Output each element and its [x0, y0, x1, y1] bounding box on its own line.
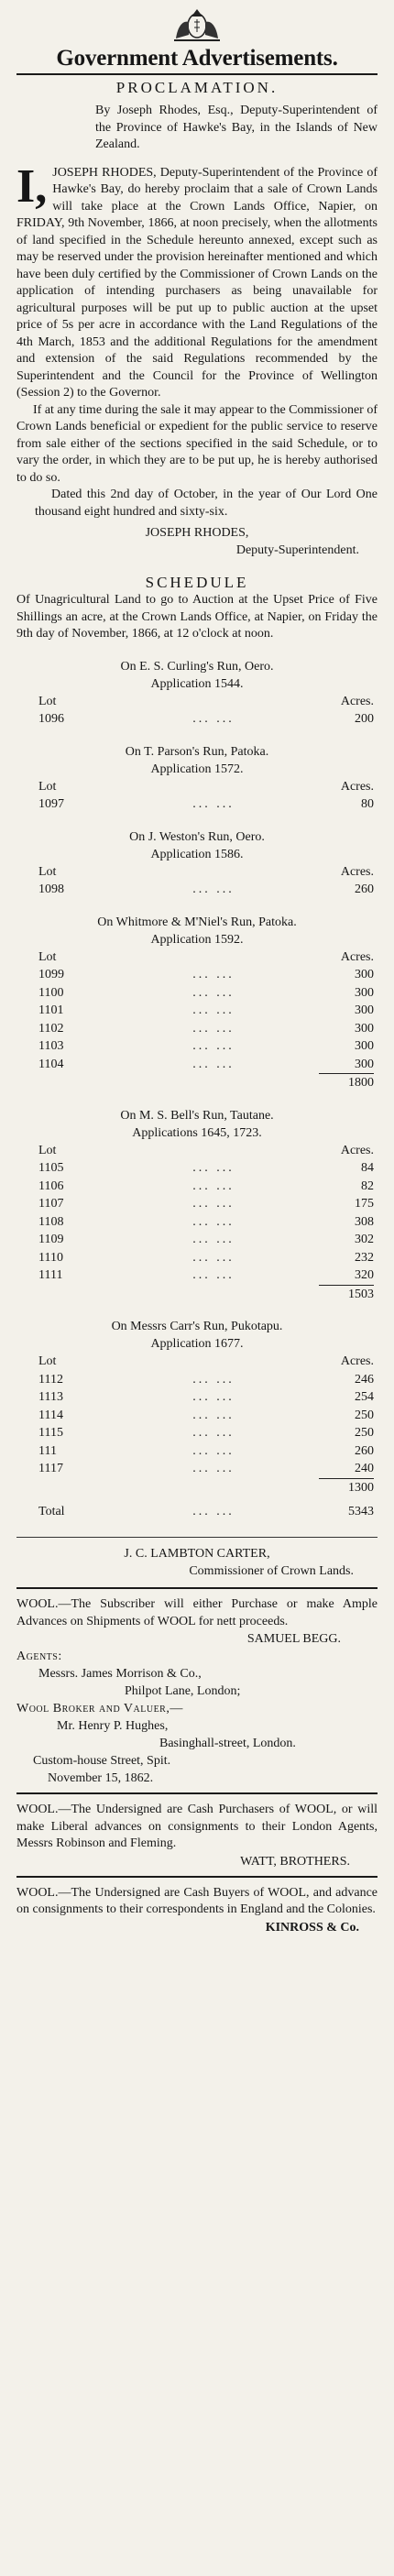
leader-dots: ... ... [192, 882, 235, 896]
lot-label: Lot [38, 779, 57, 794]
lot-header-row [16, 863, 378, 882]
lot-number: 1098 [38, 882, 64, 896]
run-application: Application 1592. [150, 932, 244, 947]
section-header: Government Advertisements. [56, 46, 338, 71]
leader-dots: ... ... [192, 1372, 235, 1387]
leader-dots: ... ... [192, 1021, 235, 1036]
subtotal-row [16, 1479, 378, 1497]
lot-acres: 84 [361, 1161, 374, 1175]
schedule-signature: J. C. LAMBTON CARTER, [124, 1547, 270, 1561]
lot-acres: 300 [355, 1003, 374, 1017]
lot-number: 1101 [38, 1003, 64, 1017]
ad1-agent-2: Mr. Henry P. Hughes, [57, 1719, 169, 1733]
schedule-total-row [16, 1502, 378, 1522]
run-block [16, 1107, 378, 1304]
total-dots: ... ... [192, 1505, 235, 1518]
lot-label: Lot [38, 694, 57, 708]
ad2-body: WOOL.—The Undersigned are Cash Purchasers of WOOL, or will make Liberal advances on consignments to their London Agents, Messrs Robinson and Fleming. [16, 1803, 378, 1850]
proclamation-para-2: If at any time during the sale it may appear to the Commissioner of Crown Lands beneficial or expedient for the public service to reserve from sale either of the sections specified in the said Schedule, or to vary the order, in which they are to be put up, he is hereby authorised to do so. [16, 402, 378, 485]
lot-number: 1096 [38, 712, 64, 726]
lot-row [16, 1002, 378, 1020]
leader-dots: ... ... [192, 1268, 235, 1282]
run-block [16, 828, 378, 899]
lot-acres: 240 [355, 1462, 374, 1475]
lot-acres: 250 [355, 1426, 374, 1440]
leader-dots: ... ... [192, 1390, 235, 1404]
lot-number: 1106 [38, 1178, 64, 1193]
subtotal-value: 1800 [348, 1076, 374, 1090]
leader-dots: ... ... [192, 1161, 235, 1175]
acres-label: Acres. [340, 949, 374, 964]
spacer [16, 1479, 126, 1497]
run-name: On M. S. Bell's Run, Tautane. [120, 1108, 274, 1123]
lot-row [16, 1159, 378, 1178]
royal-coat-of-arms-icon [16, 0, 378, 44]
leader-dots: ... ... [192, 1003, 235, 1017]
lot-number: 1117 [38, 1462, 63, 1475]
spacer [126, 1142, 301, 1160]
schedule-title: SCHEDULE [145, 574, 249, 591]
lot-acres: 260 [355, 1443, 374, 1458]
ad1-agent-1: Messrs. James Morrison & Co., [38, 1667, 202, 1681]
lot-acres: 300 [355, 1021, 374, 1036]
lot-label: Lot [38, 864, 57, 879]
lot-row [16, 1037, 378, 1056]
lot-number: 1107 [38, 1197, 64, 1211]
ad-watt-brothers [16, 1802, 378, 1870]
proclamation-title: PROCLAMATION. [115, 79, 279, 96]
ad-samuel-begg [16, 1596, 378, 1787]
lot-number: 1110 [38, 1250, 63, 1265]
lot-number: 1108 [38, 1214, 64, 1229]
lot-acres: 302 [355, 1233, 374, 1246]
run-application: Application 1677. [150, 1337, 244, 1351]
spacer [126, 1286, 301, 1304]
subtotal-value: 1300 [348, 1480, 374, 1495]
lot-label: Lot [38, 1354, 57, 1368]
schedule-signature-title: Commissioner of Crown Lands. [189, 1564, 354, 1578]
ad-divider-3 [16, 1876, 378, 1878]
lot-row [16, 1213, 378, 1232]
lot-number: 1115 [38, 1426, 63, 1440]
spacer [126, 948, 301, 967]
acres-label: Acres. [340, 1143, 374, 1157]
lot-number: 1104 [38, 1057, 64, 1071]
lot-row [16, 966, 378, 984]
leader-dots: ... ... [192, 985, 235, 1000]
lot-acres: 246 [355, 1372, 374, 1387]
subtotal-value: 1503 [348, 1287, 374, 1301]
spacer [126, 1074, 301, 1092]
leader-dots: ... ... [192, 797, 235, 811]
lot-row [16, 1178, 378, 1196]
ad-kinross [16, 1885, 378, 1936]
lot-row [16, 1266, 378, 1285]
ad1-agents-label: Agents: [16, 1650, 62, 1663]
ad-divider-2 [16, 1792, 378, 1794]
lot-acres: 308 [355, 1214, 374, 1229]
ad-divider-1 [16, 1587, 378, 1589]
lot-row [16, 1460, 378, 1478]
run-block [16, 914, 378, 1092]
proclamation-intro: By Joseph Rhodes, Esq., Deputy-Superintendent of the Province of Hawke's Bay, in the Islands of New Zealand. [95, 104, 378, 151]
lot-row [16, 1231, 378, 1249]
subtotal-row [16, 1074, 378, 1092]
run-block [16, 1318, 378, 1496]
acres-label: Acres. [340, 694, 374, 708]
lot-row [16, 1407, 378, 1425]
leader-dots: ... ... [192, 1057, 235, 1071]
leader-dots: ... ... [192, 1426, 235, 1440]
run-name: On J. Weston's Run, Oero. [129, 829, 265, 844]
lot-acres: 250 [355, 1408, 374, 1422]
leader-dots: ... ... [192, 968, 235, 981]
lot-label: Lot [38, 949, 57, 964]
acres-label: Acres. [340, 864, 374, 879]
acres-label: Acres. [340, 779, 374, 794]
run-name: On E. S. Curling's Run, Oero. [120, 659, 274, 674]
ad1-address: Custom-house Street, Spit. [33, 1754, 171, 1768]
leader-dots: ... ... [192, 1178, 235, 1193]
lot-row [16, 1195, 378, 1213]
leader-dots: ... ... [192, 1462, 235, 1475]
lot-acres: 82 [361, 1178, 374, 1193]
spacer [126, 863, 301, 882]
lot-number: 1105 [38, 1161, 64, 1175]
lot-row [16, 1371, 378, 1389]
ad1-body: WOOL.—The Subscriber will either Purchase or make Ample Advances on Shipments of WOOL for nett proceeds. [16, 1597, 378, 1628]
leader-dots: ... ... [192, 1233, 235, 1246]
lot-row [16, 710, 378, 729]
lot-row [16, 1442, 378, 1461]
run-name: On T. Parson's Run, Patoka. [125, 744, 269, 759]
lot-row [16, 1388, 378, 1407]
spacer [16, 1286, 126, 1304]
schedule-intro: Of Unagricultural Land to go to Auction at the Upset Price of Five Shillings an acre, at the Crown Lands Office, at Napier, on Friday the 9th day of November, 1866, at 12 o'clock at noon. [16, 593, 378, 641]
schedule-rule [16, 1537, 378, 1538]
lot-row [16, 795, 378, 814]
leader-dots: ... ... [192, 1214, 235, 1229]
lot-number: 1113 [38, 1390, 63, 1404]
spacer [126, 778, 301, 796]
lot-acres: 80 [361, 797, 374, 811]
lot-acres: 300 [355, 1039, 374, 1053]
leader-dots: ... ... [192, 1443, 235, 1458]
spacer [126, 1479, 301, 1497]
leader-dots: ... ... [192, 1250, 235, 1265]
ad3-signer: KINROSS & Co. [265, 1920, 359, 1935]
acres-label: Acres. [340, 1354, 374, 1368]
spacer [126, 693, 301, 711]
lot-row [16, 1020, 378, 1038]
drop-cap: I, [16, 159, 48, 213]
lot-acres: 254 [355, 1390, 374, 1404]
leader-dots: ... ... [192, 1408, 235, 1422]
run-application: Application 1586. [150, 847, 244, 861]
proclamation-body: JOSEPH RHODES, Deputy-Superintendent of the Province of Hawke's Bay, do hereby proclaim that a sale of Crown Lands will take place at the Crown Lands Office, Napier, on FRIDAY, 9th November, 1866, at noon precisely, when the allotments of land specified in the Schedule hereunto annexed, except such as may be reserved under the provision hereinafter mentioned and which have been duly certified by the Commissioner of Crown Lands on the application of intending purchasers as being unavailable for agricultural purposes will be put up to public auction at the upset price of 5s per acre in accordance with the Land Regulations of the 4th March, 1853 and the additional Regulations for the amendment and extension of the said Regulations recommended by the Superintendent and the Council for the Province of Wellington (Session 2) to the Governor. [16, 165, 378, 400]
lot-row [16, 1056, 378, 1074]
lot-number: 1109 [38, 1233, 64, 1246]
lot-acres: 320 [355, 1268, 374, 1282]
ad2-signer: WATT, BROTHERS. [240, 1854, 350, 1869]
header-rule [16, 73, 378, 75]
spacer [16, 1074, 126, 1092]
lot-number: 1111 [38, 1268, 63, 1282]
run-name: On Whitmore & M'Niel's Run, Patoka. [97, 915, 297, 929]
total-label: Total [38, 1505, 65, 1518]
run-block [16, 743, 378, 814]
proclamation-signature-title: Deputy-Superintendent. [235, 543, 359, 557]
ad1-agent-2-address: Basinghall-street, London. [159, 1737, 296, 1750]
lot-acres: 175 [355, 1197, 374, 1211]
lot-header-row [16, 693, 378, 711]
lot-label: Lot [38, 1143, 57, 1157]
leader-dots: ... ... [192, 1039, 235, 1053]
lot-number: 1097 [38, 797, 64, 811]
run-application: Application 1572. [150, 762, 244, 776]
subtotal-row [16, 1286, 378, 1304]
proclamation-body-block [16, 159, 378, 402]
lot-row [16, 881, 378, 899]
lot-acres: 260 [355, 882, 374, 896]
lot-row [16, 1249, 378, 1267]
proclamation-signature: JOSEPH RHODES, [145, 526, 249, 540]
run-block [16, 658, 378, 729]
lot-acres: 300 [355, 968, 374, 981]
lot-acres: 200 [355, 712, 374, 726]
lot-number: 1100 [38, 985, 64, 1000]
lot-acres: 232 [355, 1250, 374, 1265]
run-application: Application 1544. [150, 676, 244, 691]
lot-number: 111 [38, 1443, 57, 1458]
lot-header-row [16, 1353, 378, 1371]
run-name: On Messrs Carr's Run, Pukotapu. [111, 1320, 283, 1333]
lot-row [16, 984, 378, 1003]
ad1-signer: SAMUEL BEGG. [246, 1632, 341, 1646]
lot-header-row [16, 778, 378, 796]
schedule-runs [16, 658, 378, 1497]
lot-number: 1112 [38, 1372, 63, 1387]
ad1-agent-1-address: Philpot Lane, London; [125, 1684, 241, 1698]
lot-number: 1114 [38, 1408, 63, 1422]
proclamation-dated: Dated this 2nd day of October, in the year of Our Lord One thousand eight hundred and sixty-six. [35, 488, 378, 519]
ad1-date: November 15, 1862. [48, 1771, 154, 1785]
total-value: 5343 [348, 1505, 374, 1518]
lot-number: 1103 [38, 1039, 64, 1053]
lot-number: 1102 [38, 1021, 64, 1036]
lot-number: 1099 [38, 968, 64, 981]
ad3-body: WOOL.—The Undersigned are Cash Buyers of WOOL, and advance on consignments to their correspondents in England and the Colonies. [16, 1885, 378, 1916]
lot-row [16, 1424, 378, 1442]
leader-dots: ... ... [192, 712, 235, 726]
leader-dots: ... ... [192, 1197, 235, 1211]
lot-acres: 300 [355, 1057, 374, 1071]
lot-header-row [16, 948, 378, 967]
ad1-agent-2-label: Wool Broker and Valuer,— [16, 1702, 183, 1716]
lot-header-row [16, 1142, 378, 1160]
spacer [126, 1353, 301, 1371]
lot-acres: 300 [355, 985, 374, 1000]
run-application: Applications 1645, 1723. [132, 1125, 262, 1140]
